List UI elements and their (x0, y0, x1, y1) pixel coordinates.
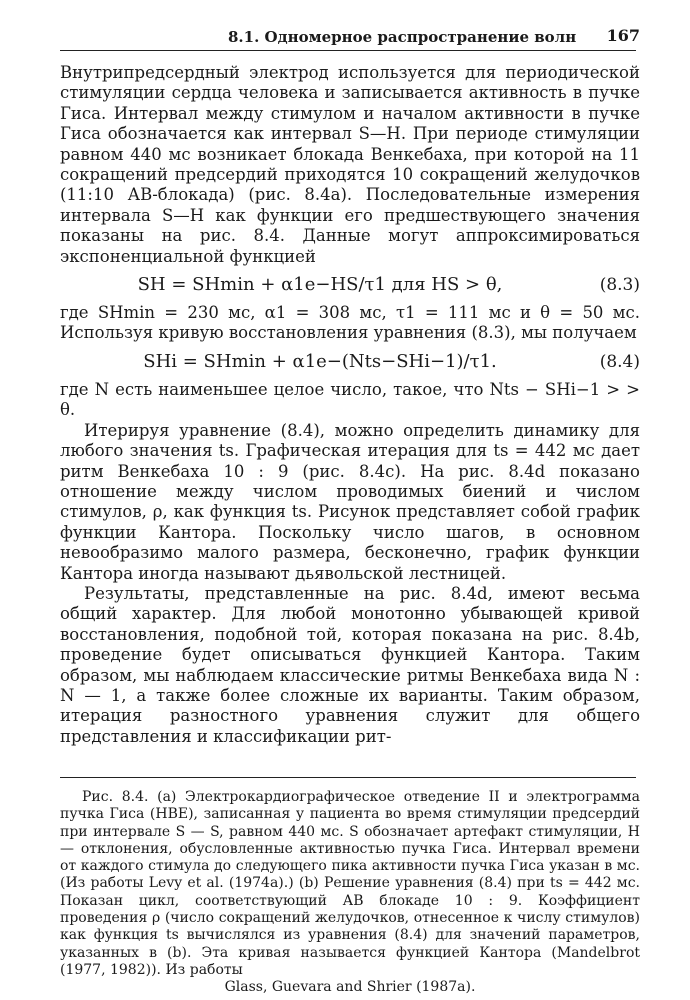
page-number: 167 (606, 26, 640, 45)
equation-8-3-number: (8.3) (599, 274, 640, 295)
header-rule (60, 50, 636, 51)
figure-caption (60, 789, 640, 997)
equation-8-4 (60, 348, 640, 376)
equation-8-4-formula: SHi = SHmin + α1e−(Nts−SHi−1)/τ1. (143, 350, 497, 372)
iteration-paragraph: Итерируя уравнение (8.4), можно определить динамику для любого значения ts. Графическая итерация для ts = 442 мс дает ритм Венкебаха 10 : 9 (рис. 8.4c). На рис. 8.4d показано отношение между числом проводимых биений и числом стимулов, ρ, как функция ts. Рисунок представляет собой график функции Кантора. Поскольку число шагов, в основном невообразимо малого размера, бесконечно, график функции Кантора иногда называют дьявольской лестницей. (60, 420, 640, 583)
section-title: 8.1. Одномерное распространение волн (228, 28, 577, 46)
caption-credit: Glass, Guevara and Shrier (1987a). (224, 979, 476, 996)
equation-8-4-number: (8.4) (599, 351, 640, 372)
equation-8-3 (60, 271, 640, 299)
definition-paragraph: где N есть наименьшее целое число, такое, что Nts − SHi−1 > > θ. (60, 379, 640, 420)
parameters-paragraph: где SHmin = 230 мс, α1 = 308 мс, τ1 = 111 мс и θ = 50 мс. Используя кривую восстановления уравнения (8.3), мы получаем (60, 303, 640, 343)
body-text (60, 63, 640, 747)
running-header (60, 26, 640, 48)
intro-paragraph: Внутрипредсердный электрод используется для периодической стимуляции сердца человека и записывается активность в пучке Гиса. Интервал между стимулом и началом активности в пучке Гиса обозначается как интервал S—H. При периоде стимуляции равном 440 мс возникает блокада Венкебаха, при которой на 11 сокращений предсердий приходятся 10 сокращений желудочков (11:10 АВ-блокада) (рис. 8.4а). Последовательные измерения интервала S—H как функции его предшествующего значения показаны на рис. 8.4. Данные могут аппроксимироваться экспоненциальной функцией (60, 63, 640, 266)
caption-text: Рис. 8.4. (а) Электрокардиографическое отведение II и электрограмма пучка Гиса (HBE), записанная у пациента во время стимуляции предсердий при интервале S — S, равном 440 мс. S обозначает артефакт стимуляции, H — отклонения, обусловленные активностью пучка Гиса. Интервал времени от каждого стимула до следующего пика активности пучка Гиса указан в мс. (Из работы Levy et al. (1974a).) (b) Решение уравнения (8.4) при ts = 442 мс. Показан цикл, соответствующий АВ блокаде 10 : 9. Коэффициент проведения ρ (число сокращений желудочков, отнесенное к числу стимулов) как функция ts вычислялся из уравнения (8.4) для значений параметров, указанных в (b). Эта кривая называется функцией Кантора (Mandelbrot (1977, 1982)). Из работы (60, 789, 640, 978)
results-paragraph: Результаты, представленные на рис. 8.4d, имеют весьма общий характер. Для любой монотонно убывающей кривой восстановления, подобной той, которая показана на рис. 8.4b, проведение будет описываться функцией Кантора. Таким образом, мы наблюдаем классические ритмы Венкебаха вида N : N — 1, а также более сложные их варианты. Таким образом, итерация разностного уравнения служит для общего представления и классификации рит- (60, 583, 640, 746)
caption-rule (60, 777, 636, 778)
equation-8-3-formula: SH = SHmin + α1e−HS/τ1 для HS > θ, (137, 273, 503, 295)
